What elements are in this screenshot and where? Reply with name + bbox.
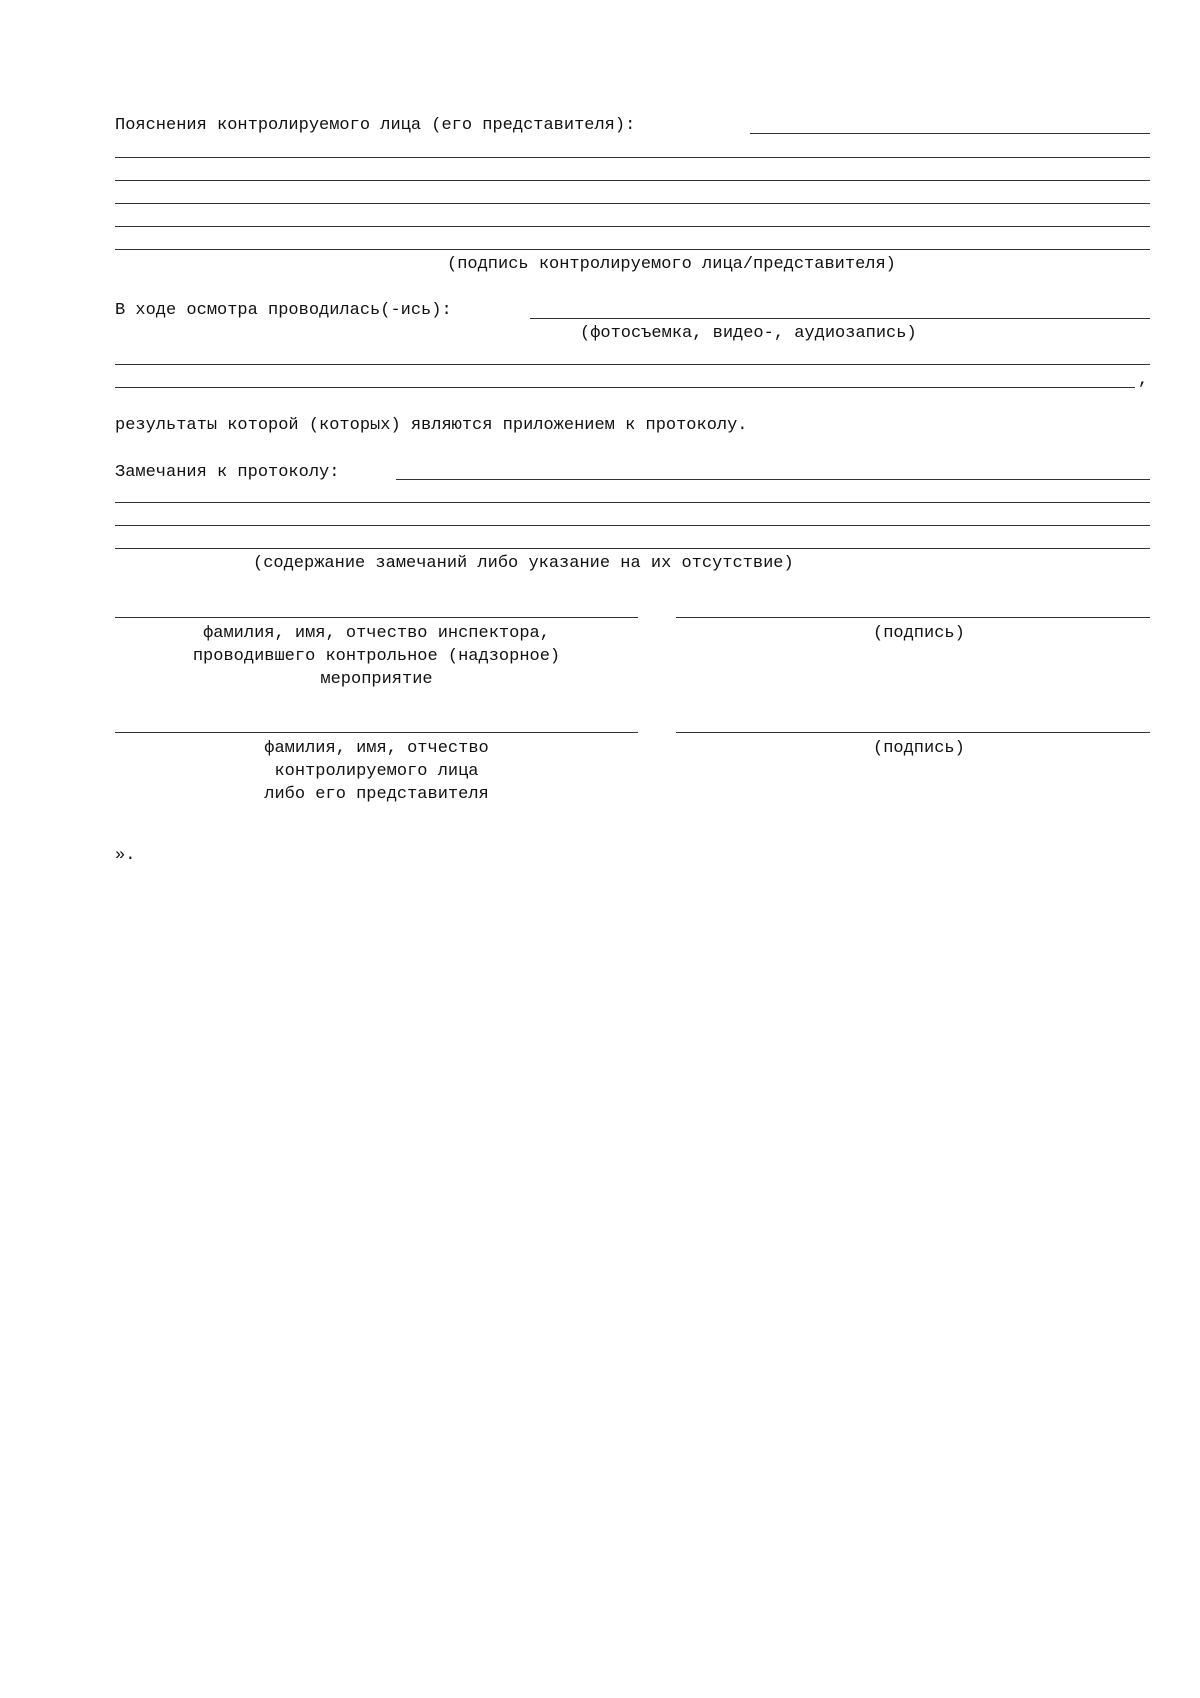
explanations-line-3 (115, 180, 1150, 181)
remarks-caption: (содержание замечаний либо указание на их отсутствие) (253, 554, 794, 573)
recording-line-2 (115, 364, 1150, 365)
recording-caption: (фотосъемка, видео-, аудиозапись) (580, 324, 917, 343)
person-name-line (115, 732, 638, 733)
remarks-line-2 (115, 502, 1150, 503)
inspector-name-caption-line-1: фамилия, имя, отчество инспектора, (203, 624, 550, 643)
person-name-caption (115, 737, 638, 806)
closing-quote-mark: ». (115, 846, 136, 865)
inspector-name-caption (115, 622, 638, 691)
explanations-line-4 (115, 203, 1150, 204)
remarks-line-3 (115, 525, 1150, 526)
person-name-caption-line-1: фамилия, имя, отчество (264, 739, 489, 758)
explanations-signature-line (115, 249, 1150, 250)
inspector-signature-caption: (подпись) (873, 624, 965, 643)
inspector-signature-line (676, 617, 1150, 618)
explanations-label: Пояснения контролируемого лица (его представителя): (115, 116, 636, 135)
inspector-name-line (115, 617, 638, 618)
explanations-line-2 (115, 157, 1150, 158)
person-name-caption-line-3: либо его представителя (264, 785, 489, 804)
person-signature-caption: (подпись) (873, 739, 965, 758)
inspector-name-caption-line-2: проводившего контрольное (надзорное) (192, 647, 561, 666)
recording-line-3 (115, 387, 1135, 388)
recording-line-1 (530, 318, 1150, 319)
explanations-signature-caption: (подпись контролируемого лица/представителя) (447, 255, 896, 274)
inspector-name-caption-line-3: мероприятие (320, 670, 433, 689)
recording-trailing-comma: , (1138, 371, 1149, 390)
explanations-line-1 (750, 133, 1150, 134)
recording-results-text: результаты которой (которых) являются приложением к протоколу. (115, 416, 748, 435)
remarks-line-4 (115, 548, 1150, 549)
person-signature-line (676, 732, 1150, 733)
recording-label: В ходе осмотра проводилась(-ись): (115, 301, 452, 320)
explanations-line-5 (115, 226, 1150, 227)
remarks-line-1 (396, 479, 1150, 480)
person-name-caption-line-2: контролируемого лица (274, 762, 479, 781)
remarks-label: Замечания к протоколу: (115, 463, 340, 482)
